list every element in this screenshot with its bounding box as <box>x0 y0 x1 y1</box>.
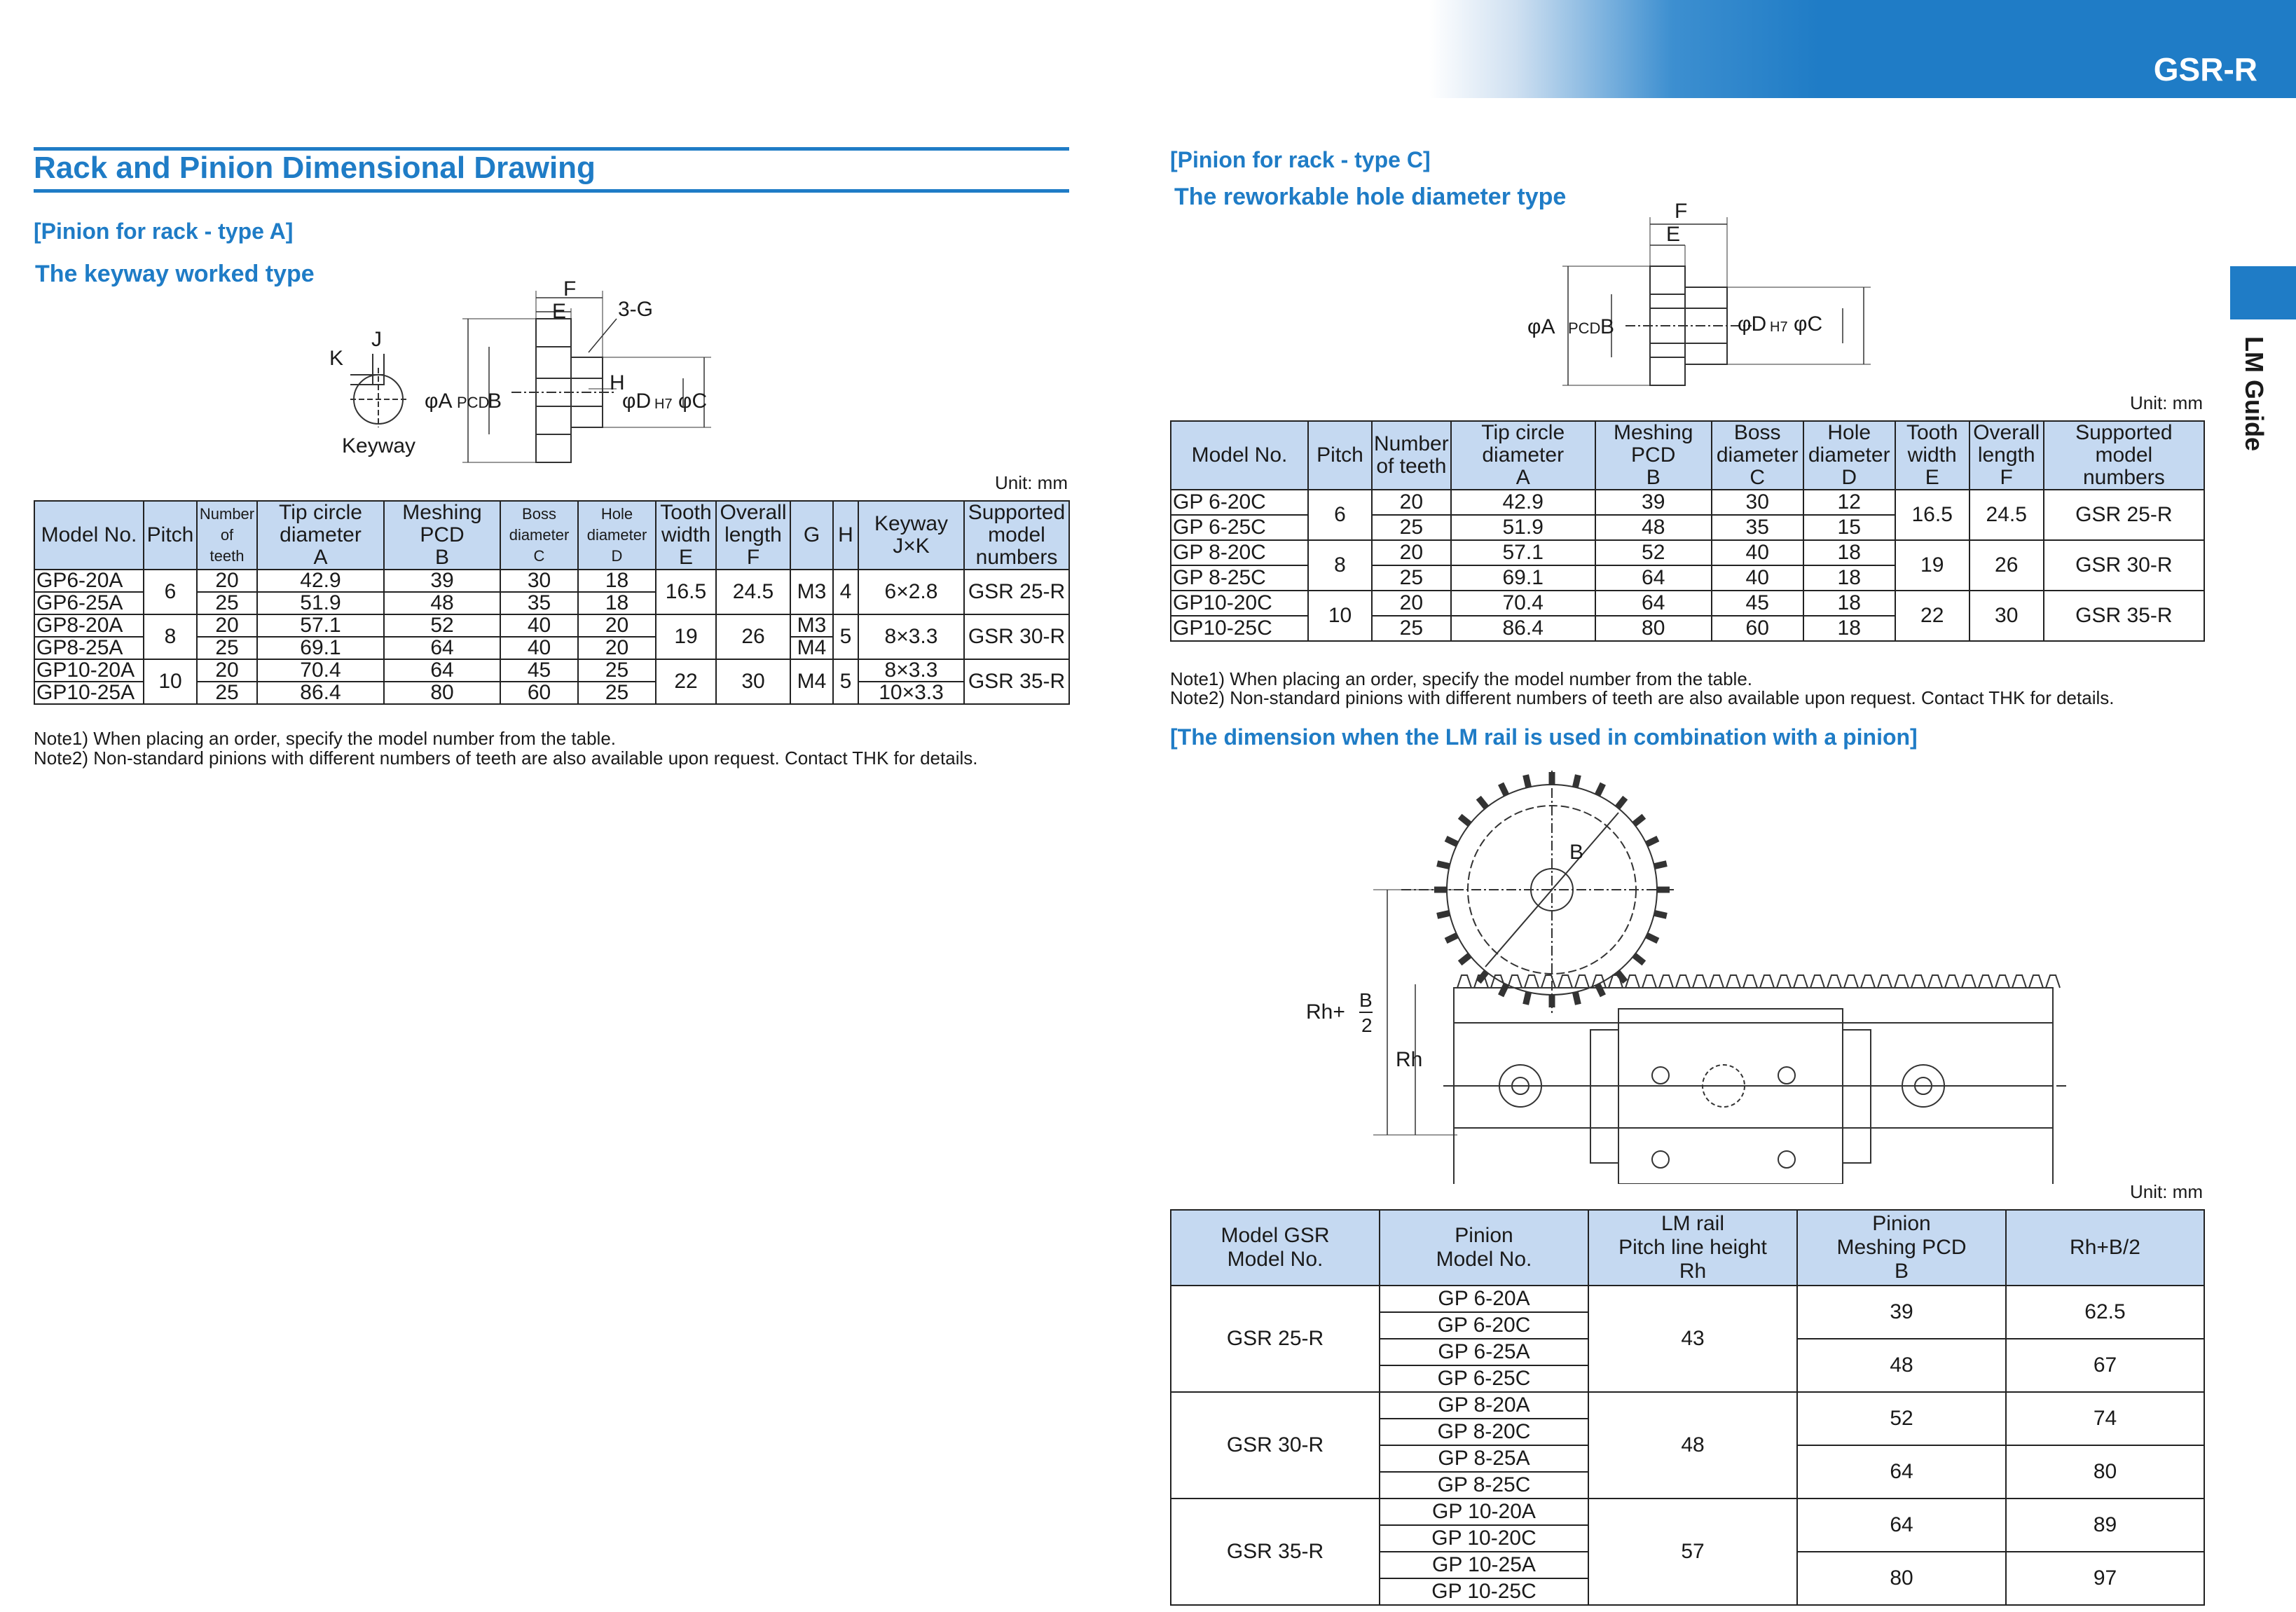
table-header-row <box>1171 421 2204 490</box>
table-row: GP6-25A 25 51.9 48 35 18 <box>34 592 1069 614</box>
title-rule-bottom <box>34 189 1069 193</box>
type-c-drawing <box>1527 203 1920 399</box>
rack-tooth <box>1726 975 1740 988</box>
col-tip: Tip circle diameter A <box>1451 421 1595 490</box>
table-row: GP 8-20C 8 20 57.1 52 40 18 19 26 GSR 30-R <box>1171 540 2204 565</box>
rack-tooth <box>1945 975 1959 988</box>
type-a-h7-label: H7 <box>654 397 673 412</box>
type-c-d-label: φD <box>1738 312 1767 336</box>
pinion-tooth <box>1654 913 1667 916</box>
col-overall: Overall length F <box>1970 421 2044 490</box>
rack-tooth <box>1810 975 1824 988</box>
pinion-tooth <box>1460 816 1470 824</box>
combo-rh-plus-label: Rh+ <box>1306 1000 1345 1024</box>
col-tooth: Tooth width E <box>656 501 716 570</box>
table-row: GP 6-25C 25 51.9 48 35 15 <box>1171 515 2204 540</box>
col-tip: Tip circle diameter A <box>257 501 384 570</box>
type-c-note-2: Note2) Non-standard pinions with different numbers of teeth are also available upon request. Contact THK for details. <box>1170 687 2115 708</box>
table-row: GP 6-25C <box>1171 1365 2204 1392</box>
rack-tooth <box>2029 975 2043 988</box>
side-tab <box>2230 266 2296 319</box>
type-c-c-label: φC <box>1794 312 1823 336</box>
col-g: G <box>790 501 833 570</box>
type-c-a-label: φA <box>1527 315 1555 338</box>
col-teeth: Number of teeth <box>1372 421 1451 490</box>
combo-b-label: B <box>1569 841 1584 864</box>
table-row: GSR 35-R GP 10-20A 57 64 89 <box>1171 1499 2204 1525</box>
col-mesh: Meshing PCD B <box>384 501 500 570</box>
col-supported: Supported model numbers <box>964 501 1069 570</box>
combo-bracket-title: [The dimension when the LM rail is used in combination with a pinion] <box>1170 724 1918 750</box>
pinion-tooth <box>1634 956 1644 963</box>
rack-tooth <box>1541 975 1555 988</box>
rack-tooth <box>1659 975 1673 988</box>
table-row: GP 6-20C <box>1171 1312 2204 1339</box>
col-rhb: Rh+B/2 <box>2006 1210 2204 1286</box>
table-row: GSR 30-R GP 8-20A 48 52 74 <box>1171 1392 2204 1419</box>
type-c-unit: Unit: mm <box>2130 392 2203 413</box>
pinion-tooth <box>1647 839 1658 844</box>
table-row: GP 10-25C <box>1171 1578 2204 1605</box>
table-row: GP8-20A 8 20 57.1 52 40 20 19 26 M3 5 8×3.3 GSR 30-R <box>34 614 1069 637</box>
type-a-note-2: Note2) Non-standard pinions with different numbers of teeth are also available upon request. Contact THK for details. <box>34 748 978 769</box>
type-c-bracket-title: [Pinion for rack - type C] <box>1170 147 1431 172</box>
col-pitch: Pitch <box>144 501 197 570</box>
rack-tooth <box>1861 975 1875 988</box>
type-c-subtitle: The reworkable hole diameter type <box>1174 184 1567 210</box>
rack-tooth <box>1625 975 1639 988</box>
type-c-e-label: E <box>1666 223 1681 246</box>
pinion-tooth <box>1437 864 1450 867</box>
combo-unit: Unit: mm <box>2130 1181 2203 1202</box>
rack-tooth <box>1844 975 1858 988</box>
table-row: GP 8-25A 64 80 <box>1171 1445 2204 1472</box>
col-supported: Supported model numbers <box>2044 421 2204 490</box>
type-c-h7-label: H7 <box>1770 319 1788 335</box>
type-a-subtitle: The keyway worked type <box>35 261 315 287</box>
col-h: H <box>833 501 858 570</box>
col-pitch: Pitch <box>1308 421 1372 490</box>
col-pinion-model: Pinion Model No. <box>1380 1210 1588 1286</box>
table-header-row <box>34 501 1069 570</box>
table-row: GP 8-25C 25 69.1 64 40 18 <box>1171 565 2204 591</box>
type-c-note-1: Note1) When placing an order, specify the model number from the table. <box>1170 668 1752 689</box>
table-row: GP 10-20C <box>1171 1525 2204 1552</box>
pinion-tooth <box>1575 992 1578 1005</box>
rack-tooth <box>1895 975 1909 988</box>
rack-tooth <box>1642 975 1656 988</box>
pinion-tooth <box>1446 839 1457 844</box>
rack-tooth <box>1995 975 2009 988</box>
rack-tooth <box>1794 975 1808 988</box>
rack-tooth <box>1575 975 1589 988</box>
table-row: GP 10-25A 80 97 <box>1171 1552 2204 1578</box>
type-c-f-label: F <box>1675 200 1688 223</box>
table-row: GP10-25A 25 86.4 80 60 25 10×3.3 <box>34 682 1069 704</box>
rack-tooth <box>1979 975 1993 988</box>
type-a-d-label: φD <box>622 390 652 413</box>
rack-tooth <box>1928 975 1942 988</box>
pinion-tooth <box>1647 935 1658 941</box>
col-model: Model No. <box>34 501 144 570</box>
table-row: GSR 25-R GP 6-20A 43 39 62.5 <box>1171 1286 2204 1312</box>
type-a-unit: Unit: mm <box>995 472 1068 493</box>
rack-tooth <box>1827 975 1841 988</box>
pinion-tooth <box>1446 935 1457 941</box>
rack-tooth <box>1457 975 1471 988</box>
rack-tooth <box>1676 975 1690 988</box>
col-keyway: Keyway J×K <box>858 501 964 570</box>
pinion-tooth <box>1597 784 1603 795</box>
combo-drawing <box>1373 764 2102 1184</box>
type-a-note-1: Note1) When placing an order, specify the model number from the table. <box>34 728 616 749</box>
rack-tooth <box>1962 975 1976 988</box>
rack-tooth <box>1710 975 1724 988</box>
table-row: GP 6-20C 6 20 42.9 39 30 12 16.5 24.5 GSR 25-R <box>1171 490 2204 515</box>
combo-b-fraction-num: B <box>1359 989 1373 1013</box>
table-row: GP 8-20C <box>1171 1419 2204 1445</box>
col-gsr-model: Model GSR Model No. <box>1171 1210 1380 1286</box>
table-row: GP 6-25A 48 67 <box>1171 1339 2204 1365</box>
type-a-bracket-title: [Pinion for rack - type A] <box>34 219 294 244</box>
table-row: GP10-25C 25 86.4 80 60 18 <box>1171 616 2204 641</box>
type-a-table <box>34 500 1070 705</box>
col-hole: Hole diameter D <box>578 501 656 570</box>
rack-tooth <box>1743 975 1757 988</box>
combo-rh-label: Rh <box>1396 1048 1423 1071</box>
rack-tooth <box>1911 975 1925 988</box>
type-a-h-label: H <box>610 371 625 394</box>
col-model: Model No. <box>1171 421 1308 490</box>
series-code: GSR-R <box>2153 51 2257 88</box>
pinion-tooth <box>1501 984 1506 996</box>
type-a-g-label: 3-G <box>618 298 654 321</box>
rack-tooth <box>1525 975 1539 988</box>
type-a-e-label: E <box>552 300 567 323</box>
type-a-a-label: φA <box>425 390 453 413</box>
col-hole: Hole diameter D <box>1803 421 1895 490</box>
page-title: Rack and Pinion Dimensional Drawing <box>34 151 596 185</box>
pinion-tooth <box>1654 864 1667 867</box>
type-a-pcd-label: PCD <box>457 394 490 411</box>
col-overall: Overall length F <box>716 501 790 570</box>
keyway-k-label: K <box>329 347 344 370</box>
rack-tooth <box>2012 975 2026 988</box>
col-boss: Boss diameter C <box>500 501 578 570</box>
pinion-tooth <box>1437 913 1450 916</box>
type-c-pcd-label: PCD <box>1568 319 1601 337</box>
col-mesh: Meshing PCD B <box>1595 421 1712 490</box>
rack-tooth <box>1878 975 1892 988</box>
keyway-label: Keyway <box>342 434 416 457</box>
table-header-row <box>1171 1210 2204 1286</box>
pinion-tooth <box>1634 816 1644 824</box>
table-row: GP6-20A 6 20 42.9 39 30 18 16.5 24.5 M3 4 6×2.8 GSR 25-R <box>34 570 1069 592</box>
col-tooth: Tooth width E <box>1895 421 1970 490</box>
rack-tooth <box>1760 975 1774 988</box>
pinion-tooth <box>1501 784 1506 795</box>
col-pinion-pcd: Pinion Meshing PCD B <box>1797 1210 2006 1286</box>
col-rail-rh: LM rail Pitch line height Rh <box>1588 1210 1797 1286</box>
rack-tooth <box>1558 975 1572 988</box>
pinion-tooth <box>1526 775 1529 787</box>
rack-tooth <box>2046 975 2060 988</box>
type-a-b-label: B <box>488 390 502 413</box>
pinion-tooth <box>1618 798 1625 808</box>
pinion-tooth <box>1460 956 1470 963</box>
table-row: GP10-20C 10 20 70.4 64 45 18 22 30 GSR 35-R <box>1171 591 2204 616</box>
pinion-tooth <box>1478 798 1486 808</box>
rack-tooth <box>1693 975 1707 988</box>
type-a-f-label: F <box>563 277 577 301</box>
keyway-j-label: J <box>371 328 382 351</box>
table-row: GP8-25A 25 69.1 64 40 20 M4 <box>34 637 1069 659</box>
rack-tooth <box>1777 975 1791 988</box>
pinion-tooth <box>1575 775 1578 787</box>
combo-table <box>1170 1209 2205 1606</box>
type-c-table <box>1170 420 2205 642</box>
side-label: LM Guide <box>2240 336 2269 451</box>
table-row: GP10-20A 10 20 70.4 64 45 25 22 30 M4 5 8×3.3 GSR 35-R <box>34 659 1069 682</box>
pinion-tooth <box>1597 984 1603 996</box>
col-boss: Boss diameter C <box>1712 421 1803 490</box>
pinion-tooth <box>1526 992 1529 1005</box>
type-c-b-label: B <box>1600 315 1615 338</box>
table-row: GP 8-25C <box>1171 1472 2204 1499</box>
type-a-c-label: φC <box>678 390 708 413</box>
col-teeth: Number of teeth <box>197 501 257 570</box>
combo-b-fraction-den: 2 <box>1361 1014 1373 1036</box>
